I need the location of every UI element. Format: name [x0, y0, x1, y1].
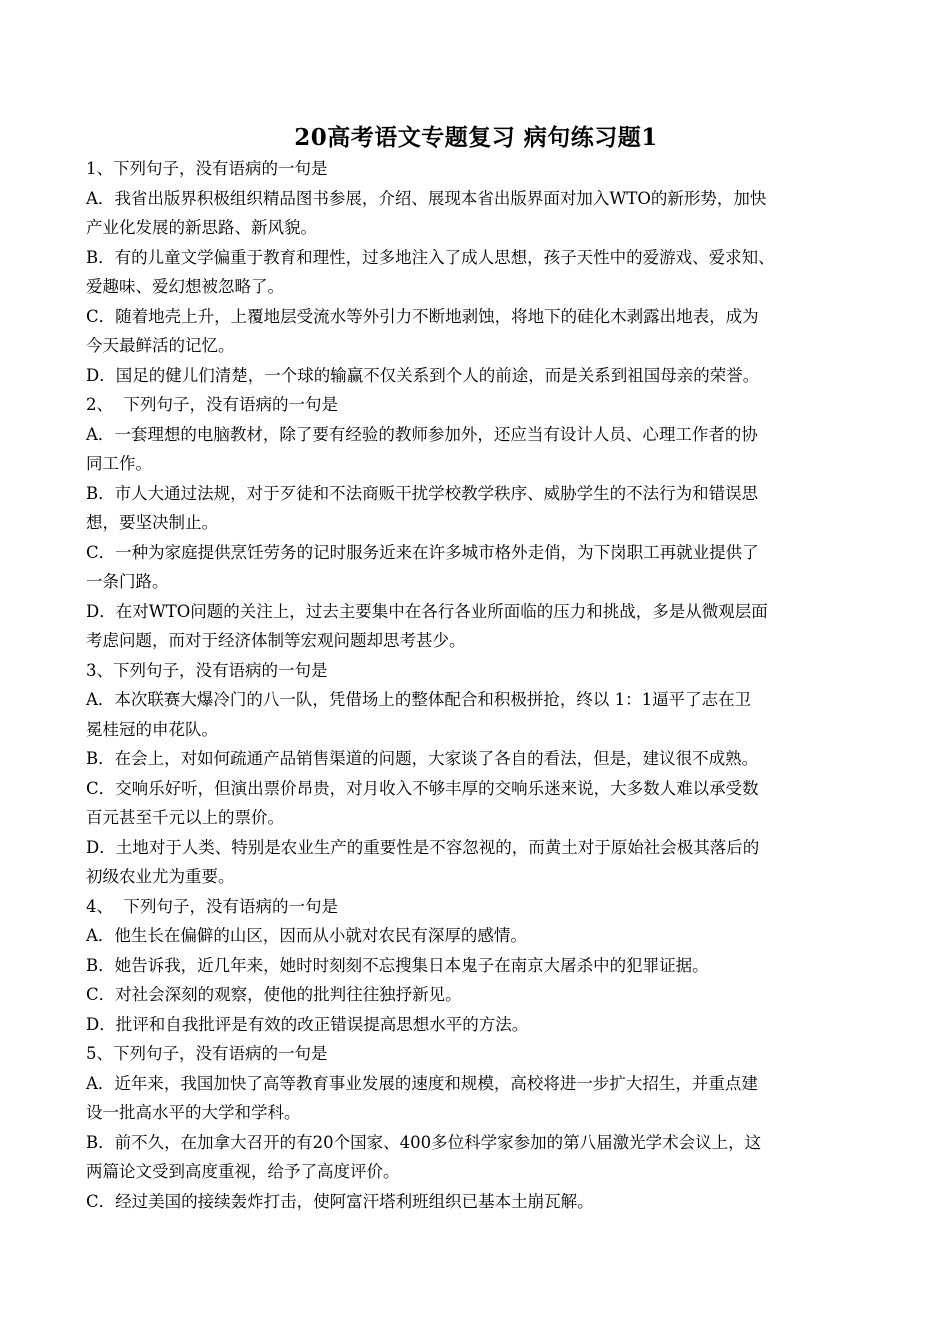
text-line: B．市人大通过法规，对于歹徒和不法商贩干扰学校教学秩序、威胁学生的不法行为和错误思 [86, 483, 759, 503]
text-line: 想，要坚决制止。 [86, 513, 218, 532]
text-line: C．随着地壳上升，上覆地层受流水等外引力不断地剥蚀，将地下的硅化木剥露出地表，成为 [86, 306, 759, 326]
text-line: D．批评和自我批评是有效的改正错误提高思想水平的方法。 [86, 1014, 529, 1034]
text-line: D．国足的健儿们清楚，一个球的输赢不仅关系到个人的前途，而是关系到祖国母亲的荣誉。 [86, 365, 760, 385]
text-line: 爱趣味、爱幻想被忽略了。 [86, 277, 284, 296]
text-line: A．近年来，我国加快了高等教育事业发展的速度和规模，高校将进一步扩大招生，并重点建 [86, 1073, 758, 1093]
text-line: B．有的儿童文学偏重于教育和理性，过多地注入了成人思想，孩子天性中的爱游戏、爱求知、 [86, 247, 775, 267]
text-line: 一条门路。 [86, 572, 169, 591]
document-title: 20高考语文专题复习 病句练习题1 [294, 124, 658, 151]
text-line: A．我省出版界积极组织精品图书参展，介绍、展现本省出版界面对加入WTO的新形势，加快 [86, 188, 767, 208]
text-line: D．土地对于人类、特别是农业生产的重要性是不容忽视的，而黄土对于原始社会极其落后的 [86, 837, 760, 857]
text-line: 同工作。 [86, 454, 152, 473]
text-line: B．在会上，对如何疏通产品销售渠道的问题，大家谈了各自的看法，但是，建议很不成熟。 [86, 749, 759, 768]
text-line: C．对社会深刻的观察，使他的批判往往独抒新见。 [86, 985, 462, 1004]
text-line: 两篇论文受到高度重视，给予了高度评价。 [86, 1162, 400, 1181]
text-line: A．本次联赛大爆冷门的八一队，凭借场上的整体配合和积极拼抢，终以 1：1逼平了志在卫 [86, 690, 752, 709]
text-line: 3、下列句子，没有语病的一句是 [86, 660, 328, 680]
text-line: 初级农业尤为重要。 [86, 867, 235, 886]
text-line: 设一批高水平的大学和学科。 [86, 1103, 301, 1122]
document-page [86, 122, 866, 1216]
text-line: 冕桂冠的申花队。 [86, 719, 218, 739]
text-line: B．前不久，在加拿大召开的有20个国家、400多位科学家参加的第八届激光学术会议上，这 [86, 1132, 762, 1152]
document-body [86, 154, 866, 1216]
text-line: 百元甚至千元以上的票价。 [86, 808, 284, 827]
text-line: C．一种为家庭提供烹饪劳务的记时服务近来在许多城市格外走俏，为下岗职工再就业提供了 [86, 542, 759, 562]
text-line: A．他生长在偏僻的山区，因而从小就对农民有深厚的感情。 [86, 926, 527, 945]
text-line: B．她告诉我，近几年来，她时时刻刻不忘搜集日本鬼子在南京大屠杀中的犯罪证据。 [86, 955, 709, 975]
text-line: 4、 下列句子，没有语病的一句是 [86, 896, 338, 916]
text-line: 5、下列句子，没有语病的一句是 [86, 1044, 328, 1063]
text-line: D．在对WTO问题的关注上，过去主要集中在各行各业所面临的压力和挑战，多是从微观层面 [86, 601, 768, 621]
text-line: 2、 下列句子，没有语病的一句是 [86, 395, 338, 414]
text-line: A．一套理想的电脑教材，除了要有经验的教师参加外，还应当有设计人员、心理工作者的协 [86, 424, 758, 444]
text-line: C．交响乐好听，但演出票价昂贵，对月收入不够丰厚的交响乐迷来说，大多数人难以承受数 [86, 778, 759, 798]
text-line: 1、下列句子，没有语病的一句是 [86, 159, 328, 178]
text-line: 产业化发展的新思路、新风貌。 [86, 218, 317, 237]
text-line: 今天最鲜活的记忆。 [86, 336, 235, 355]
text-line: 考虑问题，而对于经济体制等宏观问题却思考甚少。 [86, 631, 466, 650]
text-line: C．经过美国的接续轰炸打击，使阿富汗塔利班组织已基本土崩瓦解。 [86, 1191, 594, 1211]
